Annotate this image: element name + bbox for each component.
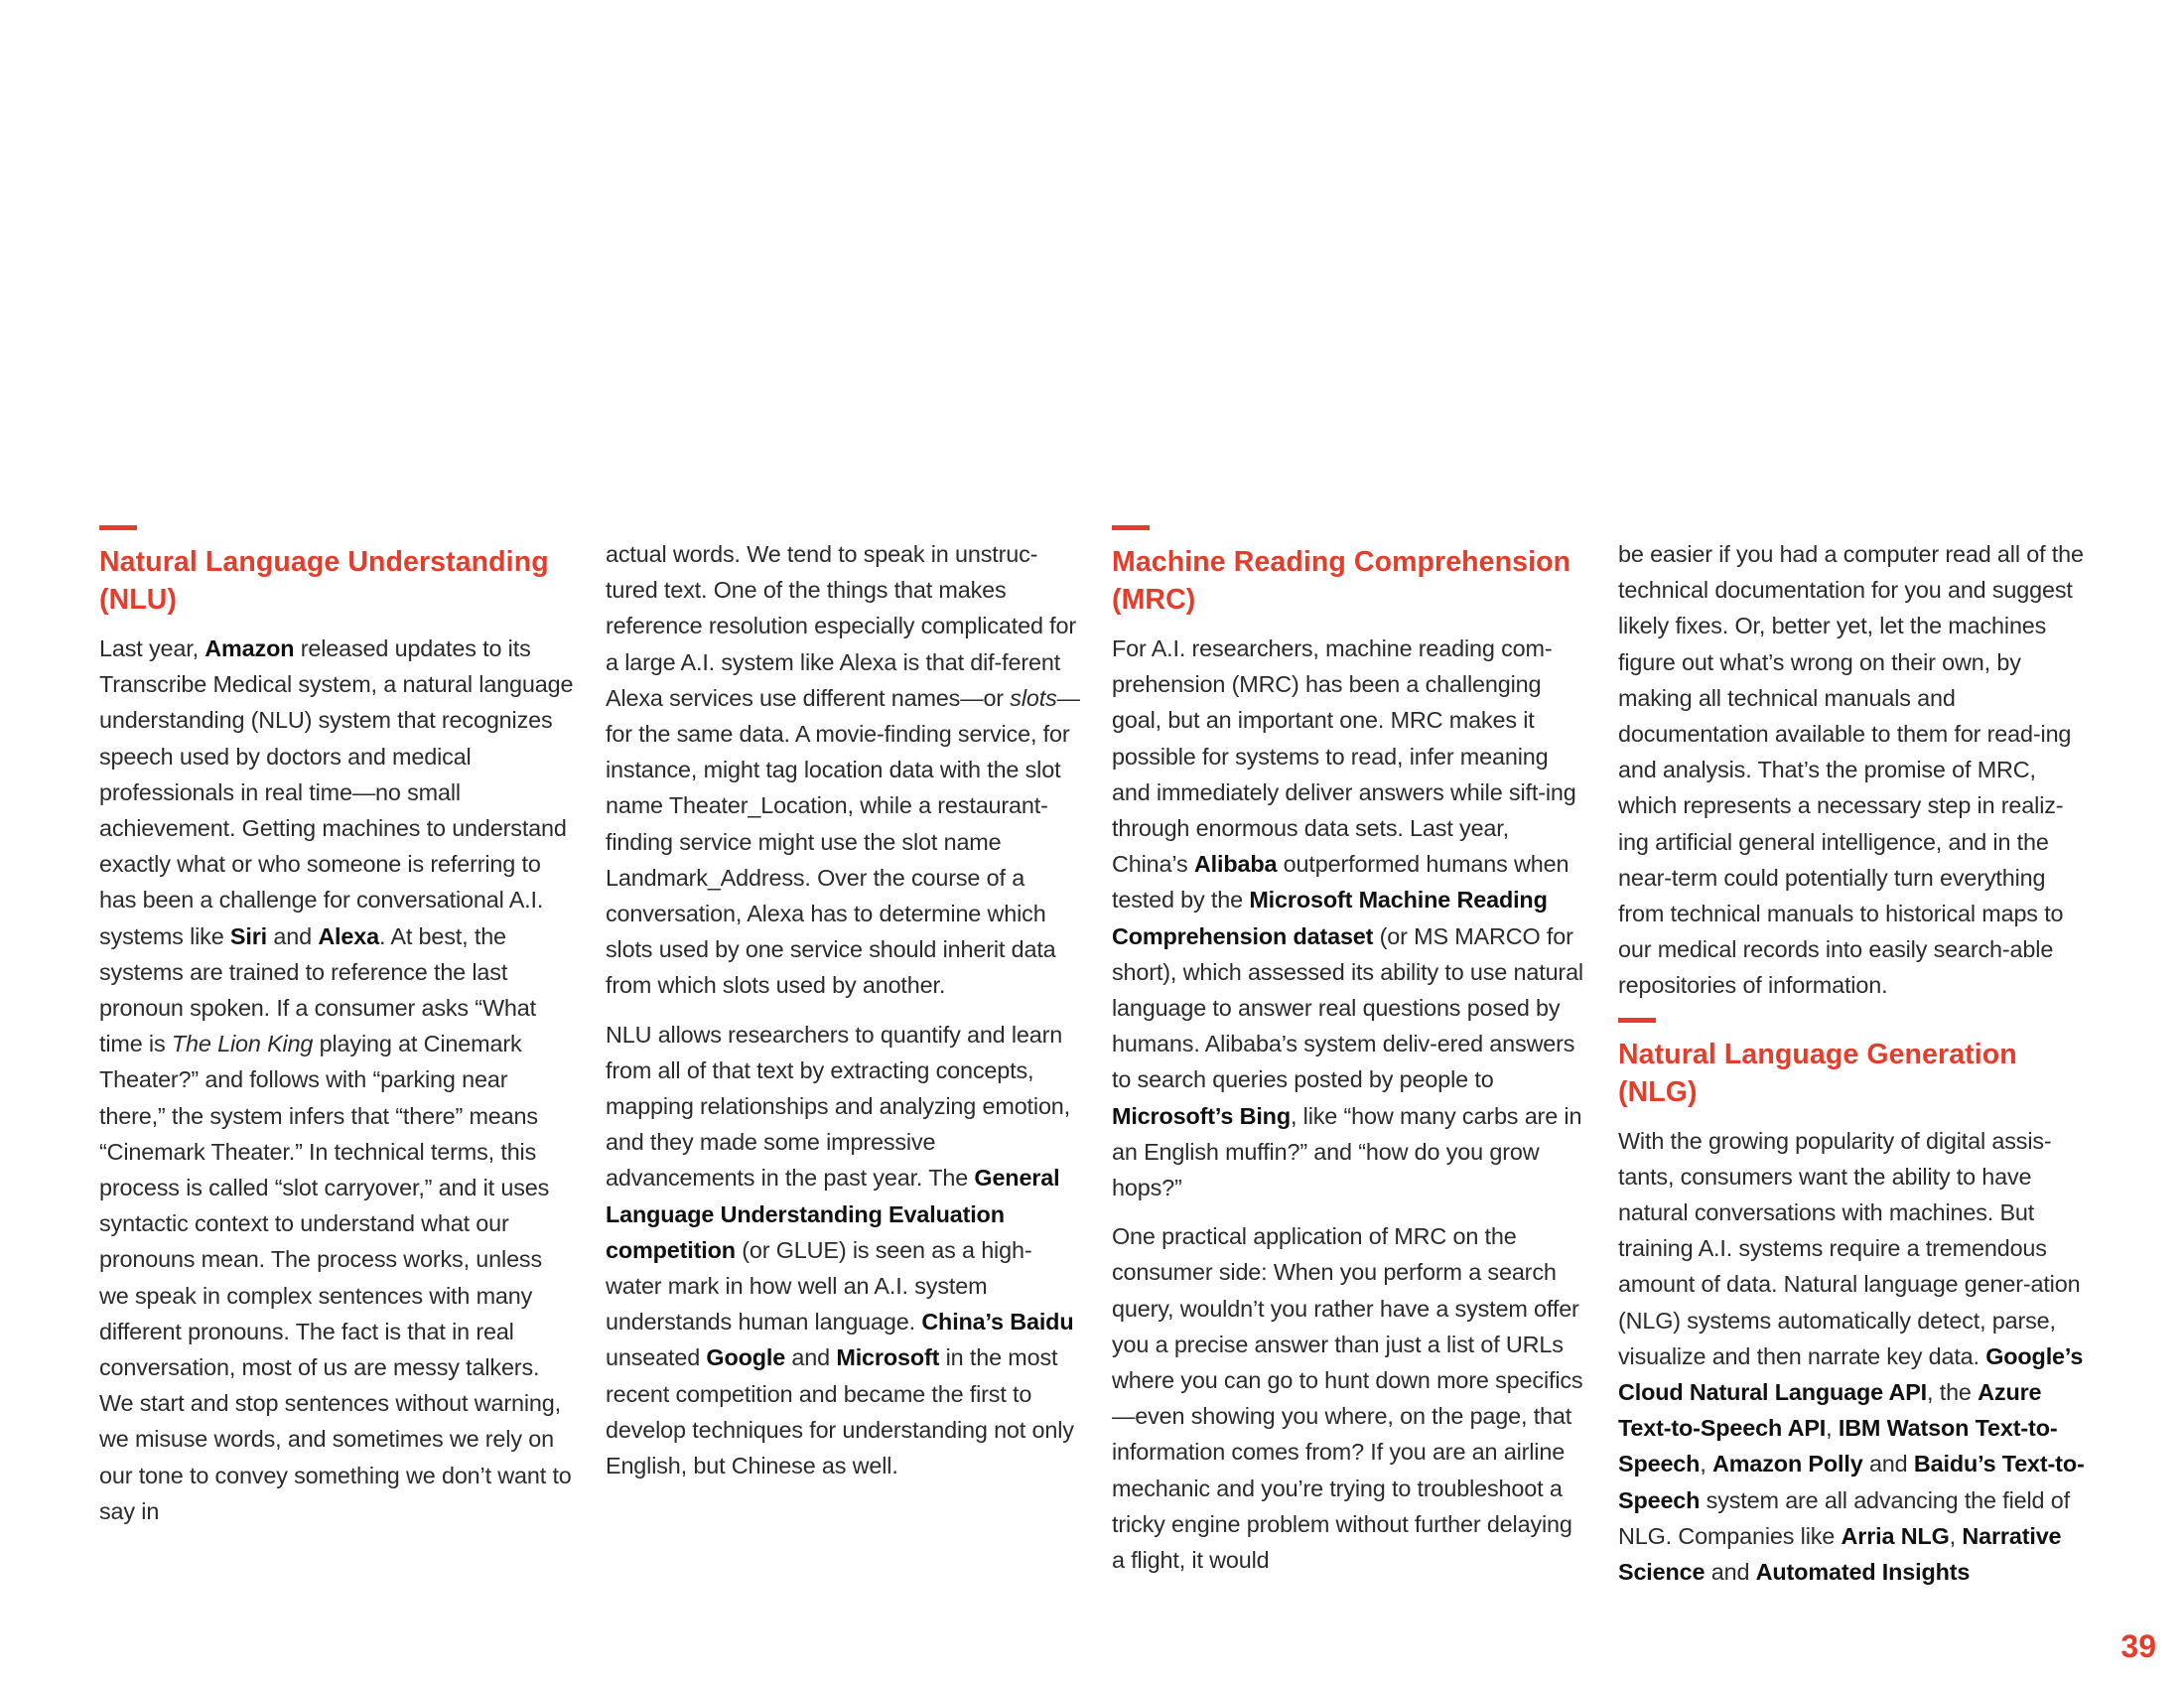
- section-heading: Machine Reading Comprehension (MRC): [1112, 546, 1571, 616]
- body-paragraph: [1112, 1218, 1586, 1578]
- entity-name: Siri: [229, 922, 268, 949]
- article-section: [1618, 1018, 2093, 1591]
- section-heading: Natural Language Understanding (NLU): [99, 546, 549, 616]
- body-paragraph: [99, 631, 574, 1529]
- entity-name: Baidu’s Text-to-Speech: [1618, 1451, 2085, 1513]
- heading-accent-rule: [99, 525, 137, 530]
- column-4: [1618, 536, 2093, 1590]
- text-run: unseated: [606, 1344, 707, 1371]
- entity-name: Microsoft: [836, 1344, 940, 1371]
- text-run: With the growing popularity of digital assis-tants, consumers want the ability to have natural conversations with machines. But training A.I. systems require a tremendous amount of data. Natural language gener-ation (NLG) systems automatically detect, parse, visualize and then narrate key data.: [1618, 1127, 2081, 1369]
- column-2: [606, 536, 1080, 1483]
- heading-accent-rule: [1618, 1018, 1656, 1023]
- entity-name: Microsoft’s Bing: [1112, 1102, 1291, 1129]
- entity-name: Azure Text-to-Speech API: [1618, 1379, 2042, 1442]
- entity-name: Amazon Polly: [1712, 1451, 1863, 1477]
- body-paragraph: [606, 1017, 1080, 1484]
- entity-name: IBM Watson Text-to-Speech: [1618, 1415, 2058, 1477]
- entity-name: Google’s Cloud Natural Language API: [1618, 1342, 2084, 1406]
- text-run: (or MS MARCO for short), which assessed its ability to use natural language to answer real questions posed by humans. Alibaba’s system deliv-ered answers to search queries posted by people to: [1112, 922, 1583, 1093]
- page-number: 39: [2120, 1628, 2156, 1664]
- entity-name: China’s Baidu: [921, 1309, 1074, 1336]
- text-run: , the: [1927, 1379, 1979, 1406]
- entity-name: Microsoft Machine Reading Comprehension dataset: [1112, 887, 1548, 949]
- entity-name: Amazon: [205, 635, 295, 661]
- entity-name: Alibaba: [1193, 851, 1278, 878]
- text-run: playing at Cinemark Theater?” and follows with “parking near there,” the system infers that “there” means “Cinemark Theater.” In technical terms, this process is called “slot carryover,” and it uses syntactic context to understand what our pronouns mean. The process works, unless we speak in complex sentences with many different pronouns. The fact is that in real conversation, most of us are messy talkers. We start and stop sentences without warning, we misuse words, and sometimes we rely on our tone to convey something we don’t want to say in: [99, 1031, 572, 1524]
- article-section: [1112, 525, 1586, 1578]
- entity-name: Arria NLG: [1841, 1522, 1950, 1549]
- entity-name: Alexa: [318, 922, 379, 949]
- text-run: be easier if you had a computer read all of the technical documentation for you and suggest likely fixes. Or, better yet, let the machines figure out what’s wrong on their own, by making all technical manuals and documentation available to them for read-ing and analysis. That’s the promise of MRC, which represents a necessary step in realiz-ing artificial general intelligence, and in the near-term could potentially turn everything from technical manuals to historical maps to our medical records into easily search-able repositories of information.: [1618, 541, 2084, 999]
- emphasized-text: slots: [1010, 684, 1057, 711]
- text-run: . At best, the systems are trained to reference the last pronoun spoken. If a consumer asks “What time is: [99, 922, 536, 1057]
- entity-name: Narrative Science: [1618, 1522, 2062, 1586]
- column-3: [1112, 516, 1586, 1578]
- text-run: , like “how many carbs are in an English muffin?” and “how do you grow hops?”: [1112, 1102, 1582, 1201]
- text-run: and: [267, 922, 319, 949]
- body-paragraph: [1618, 1123, 2093, 1591]
- heading-accent-rule: [1112, 525, 1150, 530]
- text-run: system are all advancing the field of NLG. Companies like: [1618, 1486, 2070, 1549]
- text-run: outperformed humans when tested by the: [1112, 851, 1570, 914]
- body-paragraph: [1618, 536, 2093, 1004]
- text-run: ,: [1949, 1522, 1963, 1549]
- text-run: and: [1705, 1559, 1756, 1586]
- column-1: [99, 516, 574, 1529]
- text-run: in the most recent competition and became the first to develop techniques for understanding not only English, but Chinese as well.: [606, 1344, 1074, 1479]
- article-section: [1618, 536, 2093, 1004]
- text-run: Last year,: [99, 635, 205, 661]
- text-run: For A.I. researchers, machine reading com-prehension (MRC) has been a challenging goal, but an important one. MRC makes it possible for systems to read, infer meaning and immediately deliver answers while sift-ing through enormous data sets. Last year, China’s: [1112, 635, 1576, 878]
- text-run: One practical application of MRC on the consumer side: When you perform a search query, wouldn’t you rather have a system offer you a precise answer than just a list of URLs where you can go to hunt down more specifics—even showing you where, on the page, that information comes from? If you are an airline mechanic and you’re trying to troubleshoot a tricky engine problem without further delaying a flight, it would: [1112, 1223, 1583, 1574]
- entity-name: Google: [706, 1344, 786, 1371]
- text-run: released updates to its Transcribe Medical system, a natural language understanding (NLU) system that recognizes speech used by doctors and medical professionals in real time—no small achievement. Getting machines to understand exactly what or who someone is referring to has been a challenge for conversational A.I. systems like: [99, 635, 574, 949]
- emphasized-text: The Lion King: [171, 1031, 314, 1057]
- text-run: ,: [1826, 1415, 1839, 1442]
- text-run: and: [1862, 1451, 1914, 1477]
- text-run: actual words. We tend to speak in unstruc-tured text. One of the things that makes reference resolution especially complicated for a large A.I. system like Alexa is that dif-ferent Alexa services use different names—or: [606, 541, 1077, 711]
- article-section: [606, 536, 1080, 1483]
- text-run: and: [785, 1344, 837, 1371]
- entity-name: Automated Insights: [1755, 1559, 1971, 1586]
- text-run: (or GLUE) is seen as a high-water mark in how well an A.I. system understands human language.: [606, 1236, 1032, 1336]
- text-run: —for the same data. A movie-finding service, for instance, might tag location data with the slot name Theater_Location, while a restaurant-finding service might use the slot name Landmark_Address. Over the course of a conversation, Alexa has to determine which slots used by one service should inherit data from which slots used by another.: [606, 684, 1080, 999]
- body-paragraph: [606, 536, 1080, 1004]
- body-paragraph: [1112, 631, 1586, 1205]
- text-run: NLU allows researchers to quantify and learn from all of that text by extracting concepts, mapping relationships and analyzing emotion, and they made some impressive advancements in the past year. The: [606, 1021, 1071, 1192]
- section-heading: Natural Language Generation (NLG): [1618, 1038, 2017, 1108]
- entity-name: General Language Understanding Evaluation competition: [606, 1165, 1060, 1263]
- text-run: ,: [1700, 1451, 1713, 1477]
- article-section: [99, 525, 574, 1529]
